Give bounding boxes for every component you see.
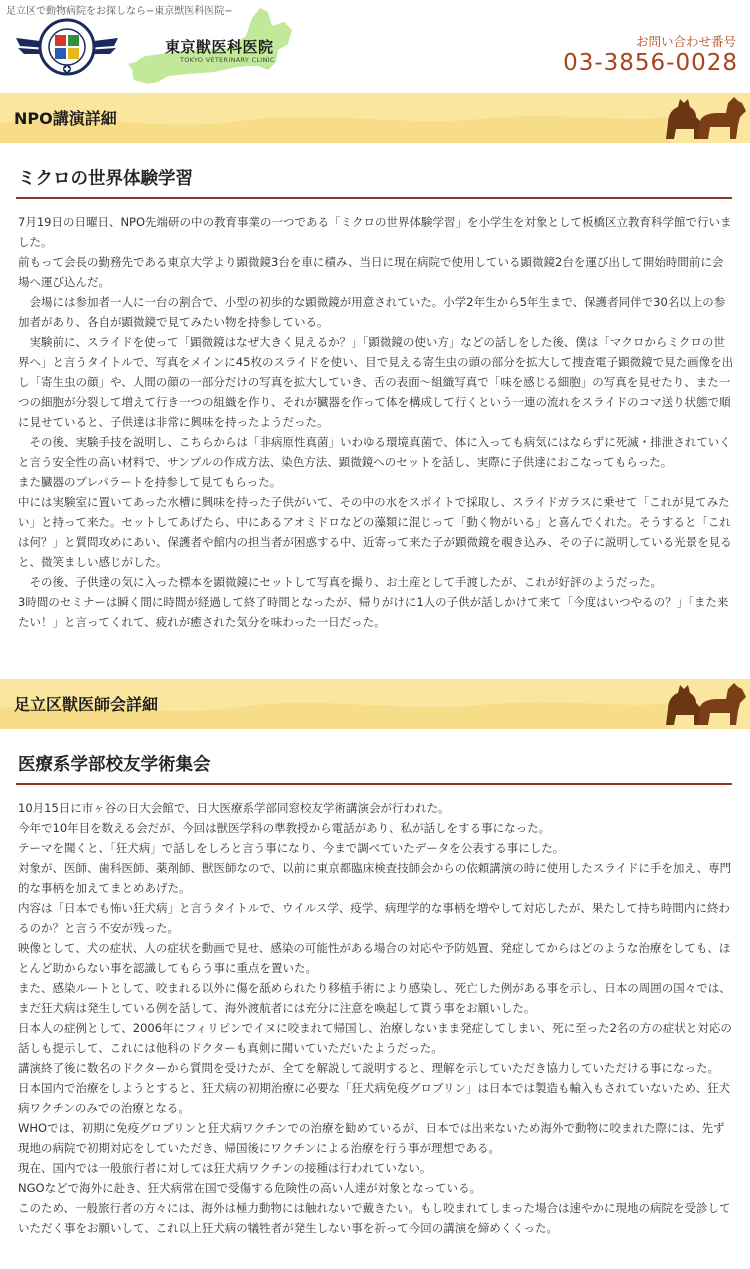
clinic-logo-badge-icon[interactable] [14, 16, 120, 78]
article-title: ミクロの世界体験学習 [18, 169, 193, 189]
contact-label: お問い合わせ番号 [635, 34, 736, 49]
banner-title: NPO講演詳細 [14, 109, 117, 128]
paragraph: その後、子供達の気に入った標本を顕微鏡にセットして写真を撮り、お土産として手渡したが、これが好評のようだった。 [18, 575, 662, 589]
paragraph: 10月15日に市ヶ谷の日大会館で、日大医療系学部同窓校友学術講演会が行われた。 [18, 801, 450, 815]
paragraph: 7月19日の日曜日、NPO先端研の中の教育事業の一つである「ミクロの世界体験学習」を小学生を対象として板橋区立教育科学館で行いました。 [18, 215, 732, 249]
site-tagline: 足立区で動物病院をお探しなら−東京獣医科医院− [6, 6, 233, 17]
section-banner [0, 679, 750, 729]
article-title: 医療系学部校友学術集会 [18, 755, 211, 775]
paragraph: また臓器のプレパラートを持参して見てもらった。 [18, 475, 282, 489]
paragraph: NGOなどで海外に赴き、狂犬病常在国で受傷する危険性の高い人達が対象となっている。 [18, 1181, 482, 1195]
paragraph: 映像として、犬の症状、人の症状を動画で見せ、感染の可能性がある場合の対応や予防処置、発症してからはどのような治療をしても、ほとんど助からない事を認識してもらう事に重点を置いた。 [18, 941, 731, 975]
paragraph: 前もって会長の勤務先である東京大学より顕微鏡3台を車に積み、当日に現在病院で使用している顕微鏡2台を運び出して開始時間前に会場へ運び込んだ。 [18, 255, 724, 289]
paragraph: 講演終了後に数名のドクターから質問を受けたが、全てを解説して説明すると、理解を示していただき協力していただける事になった。 [18, 1061, 720, 1075]
paragraph: 内容は「日本でも怖い狂犬病」と言うタイトルで、ウイルス学、疫学、病理学的な事柄を増やして対応したが、果たして持ち時間内に終わるのか？と言う不安が残った。 [18, 901, 730, 935]
paragraph: 対象が、医師、歯科医師、薬剤師、獣医師なので、以前に東京都臨床検査技師会からの依頼講演の時に使用したスライドに手を加え、専門的な事柄を加えてまとめあげた。 [18, 861, 732, 895]
title-divider [16, 783, 732, 785]
section-banner [0, 93, 750, 143]
paragraph: 実験前に、スライドを使って「顕微鏡はなぜ大きく見えるか？」「顕微鏡の使い方」などの話しをした後、僕は「マクロからミクロの世界へ」と言うタイトルで、写真をメインに45枚のスライドを使い、目で見える寄生虫の頭の部分を拡大して捜査電子顕微鏡で見た画像を出し「寄生虫の顔」や、人間の顔の一部分だけの写真を拡大していき、舌の表面〜組織写真で「味を感じる細胞」の写真を見せたり、また一つの細胞が分裂して増えて行き一つの組織を作り、それが臓器を作って体を構成して行くという一連の流れをスライドのコマ送り状態で順に見せていると、子供達は非常に興味を持ったようだった。 [18, 335, 734, 429]
paragraph: 日本人の症例として、2006年にフィリピンでイヌに咬まれて帰国し、治療しないまま発症してしまい、死に至った2名の方の症状と対応の話しも提示して、これには他科のドクターも真剣に聞いていただいたようだった。 [18, 1021, 732, 1055]
title-divider [16, 197, 732, 199]
dogs-silhouette-icon [662, 95, 748, 143]
paragraph: WHOでは、初期に免疫グロブリンと狂犬病ワクチンでの治療を勧めているが、日本では出来ないため海外で動物に咬まれた際には、先ず現地の病院で初期対応をしていただき、帰国後にワクチンによる治療を行う事が理想である。 [18, 1121, 725, 1155]
paragraph: また、感染ルートとして、咬まれる以外に傷を舐められたり移植手術により感染し、死亡した例がある事を示し、日本の周囲の国々では、まだ狂犬病は発生している例を話して、海外渡航者には充分に注意を喚起して貰う事をお願いした。 [18, 981, 731, 1015]
paragraph: その後、実験手技を説明し、こちらからは「非病原性真菌」いわゆる環境真菌で、体に入っても病気にはならずに死滅・排泄されていくと言う安全性の高い材料で、サンプルの作成方法、染色方法、顕微鏡へのセットを話し、実際に子供達におこなってもらった。 [18, 435, 731, 469]
paragraph: 現在、国内では一般旅行者に対しては狂犬病ワクチンの接種は行われていない。 [18, 1161, 432, 1175]
paragraph: 今年で10年目を数える会だが、今回は獣医学科の準教授から電話があり、私が話しをする事になった。 [18, 821, 551, 835]
article-body [18, 798, 734, 1238]
banner-title: 足立区獣医師会詳細 [14, 695, 159, 714]
phone-number[interactable]: 03-3856-0028 [563, 50, 738, 76]
dogs-silhouette-icon [662, 681, 748, 729]
paragraph: 中には実験室に置いてあった水槽に興味を持った子供がいて、その中の水をスポイトで採取し、スライドガラスに乗せて「これが見てみたい」と持って来た。セットしてあげたら、中にあるアオミドロなどの藻類に混じって「動く物がいる」と喜んでくれた。そうすると「これは何？」と質問攻めにあい、保護者や館内の担当者が困惑する中、近寄って来た子が顕微鏡を覗き込み、その子に説明している光景を見ると、微笑ましい感じがした。 [18, 495, 732, 569]
clinic-name-english: TOKYO VETERINARY CLINIC [180, 56, 275, 64]
paragraph: テーマを聞くと、「狂犬病」で話しをしろと言う事になり、今まで調べていたデータを公表する事にした。 [18, 841, 565, 855]
clinic-name[interactable]: 東京獣医科医院 [165, 38, 274, 56]
paragraph: 3時間のセミナーは瞬く間に時間が経過して終了時間となったが、帰りがけに1人の子供が話しかけて来て「今度はいつやるの？」「また来たい！」と言ってくれて、疲れが癒された気分を味わった一日だった。 [18, 595, 729, 629]
paragraph: 会場には参加者一人に一台の割合で、小型の初歩的な顕微鏡が用意されていた。小学2年生から5年生まで、保護者同伴で30名以上の参加者があり、各自が顕微鏡で見てみたい物を持参している。 [18, 295, 726, 329]
paragraph: 日本国内で治療をしようとすると、狂犬病の初期治療に必要な「狂犬病免疫グロブリン」は日本では製造も輸入もされていないため、狂犬病ワクチンのみでの治療となる。 [18, 1081, 731, 1115]
paragraph: このため、一般旅行者の方々には、海外は極力動物には触れないで戴きたい。もし咬まれてしまった場合は速やかに現地の病院を受診していただく事をお願いして、これ以上狂犬病の犠牲者が発生しない事を祈って今回の講演を締めくくった。 [18, 1201, 731, 1235]
article-body [18, 212, 734, 632]
